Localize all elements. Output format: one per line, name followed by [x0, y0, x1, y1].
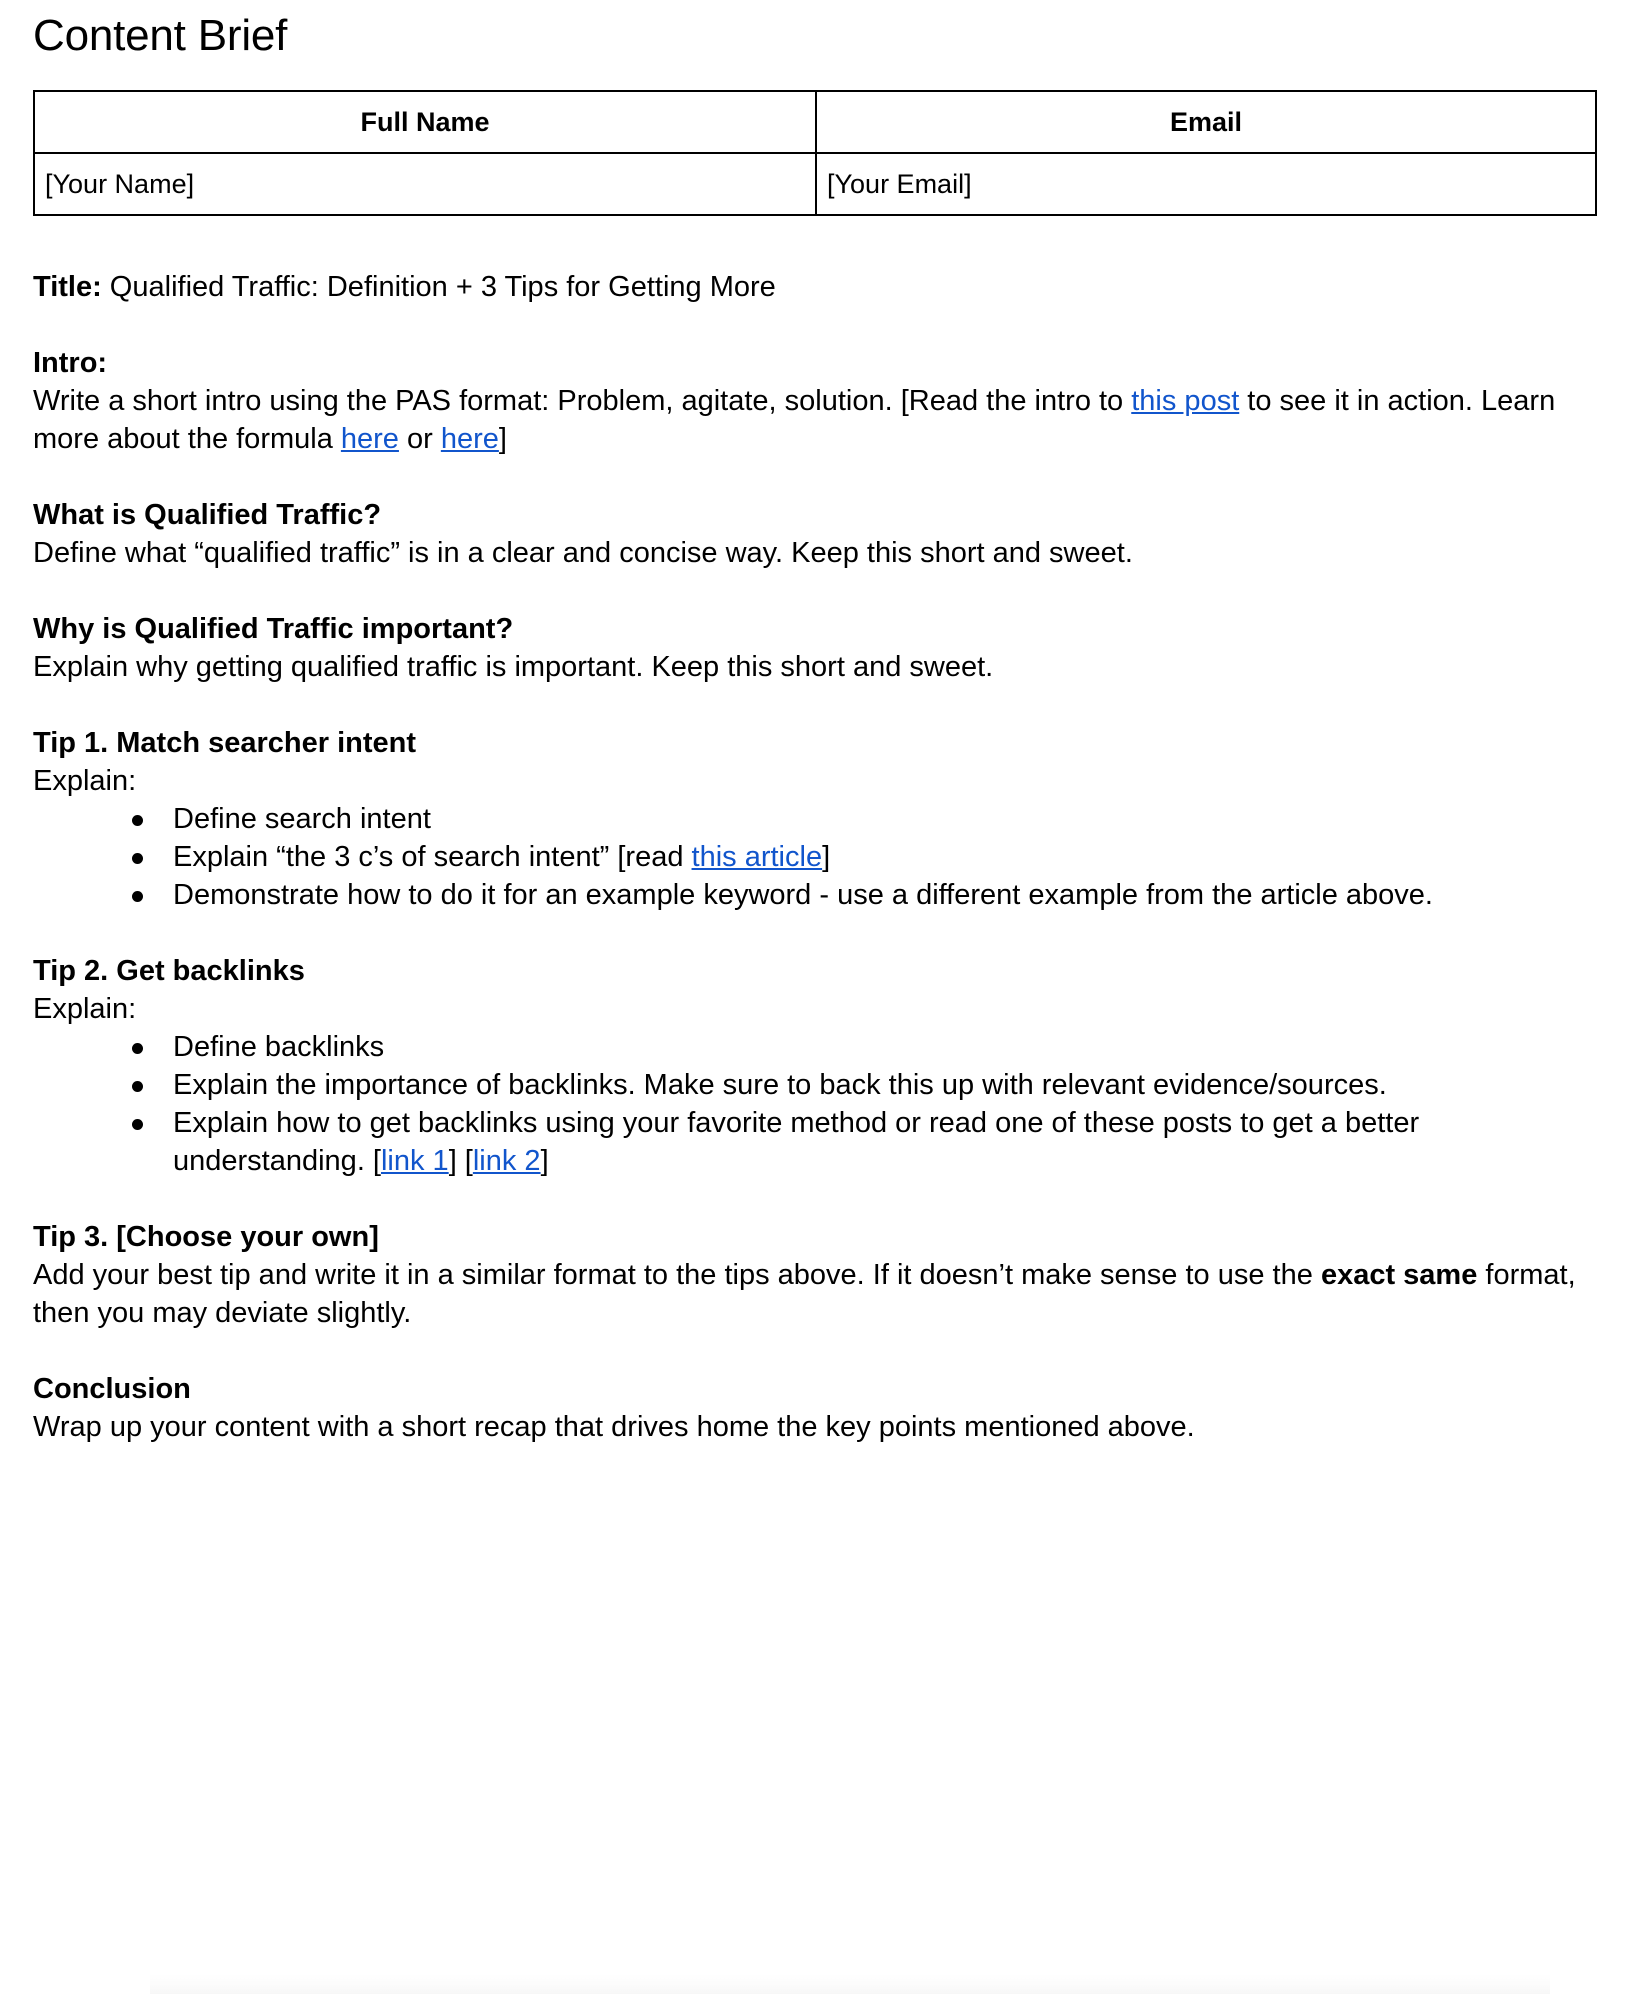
section-title-line: [33, 268, 1593, 306]
intro-text-1: Write a short intro using the PAS format: Problem, agitate, solution. [Read the intro to: [33, 385, 1132, 417]
section-heading-conclusion: Conclusion: [33, 1373, 191, 1405]
section-body-what-is-qualified-traffic: Define what “qualified traffic” is in a clear and concise way. Keep this short and sweet.: [33, 537, 1133, 569]
table-header-full-name: Full Name: [34, 91, 816, 153]
spacer: [33, 306, 1593, 344]
tip3-body-pre: Add your best tip and write it in a similar format to the tips above. If it doesn’t make sense to use the: [33, 1259, 1321, 1291]
section-heading-tip-3: Tip 3. [Choose your own]: [33, 1221, 379, 1253]
section-heading-tip-2: Tip 2. Get backlinks: [33, 955, 305, 987]
table-cell-full-name[interactable]: [Your Name]: [34, 153, 816, 215]
section-lead-tip-2: Explain:: [33, 993, 137, 1025]
bullet-list-tip-1: [33, 800, 1593, 914]
table-cell-email[interactable]: [Your Email]: [816, 153, 1596, 215]
table-header-email: Email: [816, 91, 1596, 153]
intro-text-3: or: [398, 423, 441, 455]
intro-text-2: to see it in action. Learn more about the formula: [33, 385, 1556, 455]
section-heading-tip-1: Tip 1. Match searcher intent: [33, 727, 417, 759]
title-label: Title:: [33, 271, 102, 303]
title-value: Qualified Traffic: Definition + 3 Tips for Getting More: [101, 271, 776, 303]
section-body-why-qualified-traffic-important: Explain why getting qualified traffic is important. Keep this short and sweet.: [33, 651, 994, 683]
table-row: [34, 153, 1596, 215]
section-body-conclusion: Wrap up your content with a short recap that drives home the key points mentioned above.: [33, 1411, 1195, 1443]
tip2-bullet3-post: ]: [540, 1145, 549, 1177]
spacer: [33, 458, 1593, 496]
link-this-post[interactable]: this post: [1131, 385, 1240, 417]
section-body-intro: [33, 382, 1593, 458]
link-link-2[interactable]: link 2: [472, 1145, 541, 1177]
tip2-bullet3-mid: ] [: [448, 1145, 473, 1177]
tip1-bullet2-post: ]: [822, 841, 831, 873]
section-heading-intro: Intro:: [33, 347, 108, 379]
section-lead-tip-1: Explain:: [33, 765, 137, 797]
tip2-bullet3-pre: Explain how to get backlinks using your favorite method or read one of these posts to get a better understanding. [: [173, 1107, 1420, 1177]
document-body: [33, 268, 1593, 1446]
section-heading-why-qualified-traffic-important: Why is Qualified Traffic important?: [33, 613, 514, 645]
link-here-1[interactable]: here: [340, 423, 399, 455]
list-item: [129, 1104, 1593, 1180]
tip1-bullet2-pre: Explain “the 3 c’s of search intent” [read: [173, 841, 692, 873]
intro-text-4: ]: [498, 423, 507, 455]
link-link-1[interactable]: link 1: [380, 1145, 449, 1177]
bullet-list-tip-2: [33, 1028, 1593, 1180]
spacer: [33, 572, 1593, 610]
spacer: [33, 1180, 1593, 1218]
section-heading-what-is-qualified-traffic: What is Qualified Traffic?: [33, 499, 382, 531]
list-item: Define backlinks: [129, 1028, 1593, 1066]
link-here-2[interactable]: here: [440, 423, 499, 455]
table-header-row: [34, 91, 1596, 153]
page-title: Content Brief: [33, 11, 288, 60]
spacer: [33, 914, 1593, 952]
section-body-tip-3: [33, 1256, 1593, 1332]
contributor-info-table: [33, 90, 1597, 216]
spacer: [33, 686, 1593, 724]
tip3-body-post: format, then you may deviate slightly.: [33, 1259, 1576, 1329]
list-item: Define search intent: [129, 800, 1593, 838]
spacer: [33, 1332, 1593, 1370]
list-item: Demonstrate how to do it for an example keyword - use a different example from the article above.: [129, 876, 1593, 914]
page-bottom-edge: [150, 1974, 1550, 1994]
link-this-article[interactable]: this article: [691, 841, 823, 873]
list-item: Explain the importance of backlinks. Make sure to back this up with relevant evidence/sources.: [129, 1066, 1593, 1104]
tip3-body-emphasis: exact same: [1320, 1259, 1478, 1291]
list-item: [129, 838, 1593, 876]
